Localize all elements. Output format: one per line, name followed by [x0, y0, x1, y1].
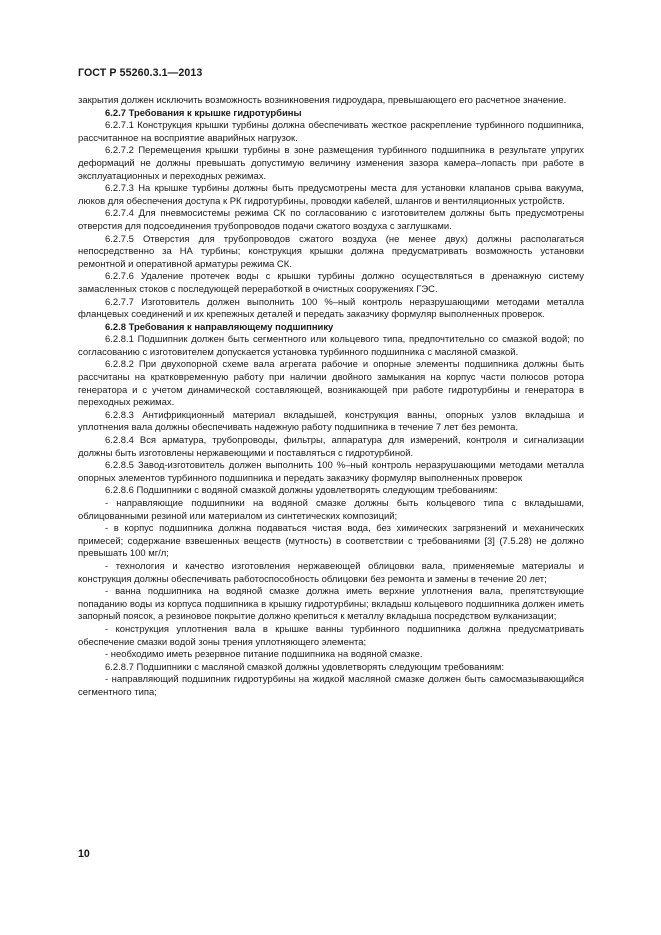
- list-item: - необходимо иметь резервное питание подшипника на водяной смазке.: [105, 649, 423, 661]
- paragraph-6-2-8-3: 6.2.8.3 Антифрикционный материал вкладышей, конструкция ванны, опорных узлов вкладыша и уплотнения вала должны обеспечивать надежную работу подшипника в течение 7 лет без ремонта.: [78, 409, 584, 434]
- list-item: - ванна подшипника на водяной смазке должна иметь верхние уплотнения вала, препятствующие попаданию воды из корпуса подшипника в крышку гидротурбины; вкладыш кольцевого подшипника должен иметь запорный поясок, а резиновое покрытие должно крепиться к металлу вкладыша посредством вулканизации;: [78, 586, 584, 623]
- paragraph-6-2-8-5: 6.2.8.5 Завод-изготовитель должен выполнить 100 %–ный контроль неразрушающими методами металла опорных элементов турбинного подшипника и передать заказчику формуляр выполненных проверок: [78, 460, 584, 484]
- paragraph-6-2-8-1: 6.2.8.1 Подшипник должен быть сегментного или кольцевого типа, предпочтительно со смазкой водой; по согласованию с изготовителем допускается установка турбинного подшипника с масляной смазкой.: [78, 334, 584, 358]
- paragraph-6-2-7-6: 6.2.7.6 Удаление протечек воды с крышки турбины должно осуществляться в дренажную систему замасленных стоков с последующей переработкой в очистных сооружениях ГЭС.: [78, 271, 584, 295]
- paragraph-6-2-7-7: 6.2.7.7 Изготовитель должен выполнить 100 %–ный контроль неразрушающими методами металла фланцевых соединений и их крепежных деталей и передать заказчику формуляр выполненных проверок.: [78, 296, 584, 321]
- paragraph-6-2-8-4: 6.2.8.4 Вся арматура, трубопроводы, фильтры, аппаратура для измерений, контроля и сигнализации должны быть изготовлены нержавеющими и поставляться с гидротурбиной.: [78, 435, 584, 459]
- paragraph-6-2-8-6: 6.2.8.6 Подшипники с водяной смазкой должны удовлетворять следующим требованиям:: [105, 485, 498, 497]
- paragraph-6-2-8-7: 6.2.8.7 Подшипники с масляной смазкой должны удовлетворять следующим требованиям:: [105, 661, 505, 673]
- page-number: 10: [78, 848, 90, 860]
- list-item: - конструкция уплотнения вала в крышке ванны турбинного подшипника должна предусматривать обеспечение смазки водой зоны трения уплотняющего элемента;: [78, 623, 584, 648]
- paragraph-6-2-7-3: 6.2.7.3 На крышке турбины должны быть предусмотрены места для установки клапанов срыва вакуума, люков для обеспечения доступа к РК гидротурбины, проводки кабелей, шлангов и вентиляционных устройств.: [78, 183, 584, 207]
- paragraph-6-2-8-2: 6.2.8.2 При двухопорной схеме вала агрегата рабочие и опорные элементы подшипника должны быть рассчитаны на кратковременную работу при наличии двойного замыкания на корпус части полюсов ротора генератора и с учетом динамической составляющей, возникающей при работе гидротурбины и генератора в переходных режимах.: [78, 359, 584, 409]
- paragraph-6-2-7-5: 6.2.7.5 Отверстия для трубопроводов сжатого воздуха (не менее двух) должны располагаться непосредственно за НА турбины; конструкция крышки должна предусматривать возможность установки ремонтной и оперативной арматуры режима СК.: [78, 233, 584, 270]
- list-item: - направляющий подшипник гидротурбины на жидкой масляной смазке должен быть самосмазывающийся сегментного типа;: [78, 674, 584, 698]
- section-heading-6-2-8: 6.2.8 Требования к направляющему подшипнику: [105, 321, 334, 333]
- list-item: - направляющие подшипники на водяной смазке должны быть кольцевого типа с вкладышами, облицованными резиной или материалом из синтетических композиций;: [78, 498, 584, 522]
- list-item: - технология и качество изготовления нержавеющей облицовки вала, применяемые материалы и конструкция должны обеспечивать работоспособность облицовки без ремонта и замены в течение 20 лет;: [78, 560, 584, 585]
- section-heading-6-2-7: 6.2.7 Требования к крышке гидротурбины: [105, 107, 302, 119]
- paragraph-continuation: закрытия должен исключить возможность возникновения гидроудара, превышающего его расчетное значение.: [78, 95, 567, 106]
- paragraph-6-2-7-4: 6.2.7.4 Для пневмосистемы режима СК по согласованию с изготовителем должны быть предусмотрены отверстия для подсоединения трубопроводов подачи сжатого воздуха с заглушками.: [78, 208, 584, 232]
- list-item: - в корпус подшипника должна подаваться чистая вода, без химических загрязнений и механических примесей; содержание взвешенных веществ (мутность) в соответствии с требованиями [3] (7.5.28) не должно превышать 100 мг/л;: [78, 523, 584, 560]
- paragraph-6-2-7-1: 6.2.7.1 Конструкция крышки турбины должна обеспечивать жесткое раскрепление турбинного подшипника, рассчитанное на восприятие аварийных нагрузок.: [78, 120, 584, 144]
- paragraph-6-2-7-2: 6.2.7.2 Перемещения крышки турбины в зоне размещения турбинного подшипника в результате упругих деформаций не должны превышать допустимую величину изменения зазора камера–лопасть при работе в эксплуатационных и переходных режимах.: [78, 145, 584, 182]
- document-header: ГОСТ Р 55260.3.1—2013: [78, 67, 203, 79]
- document-body: [78, 95, 584, 700]
